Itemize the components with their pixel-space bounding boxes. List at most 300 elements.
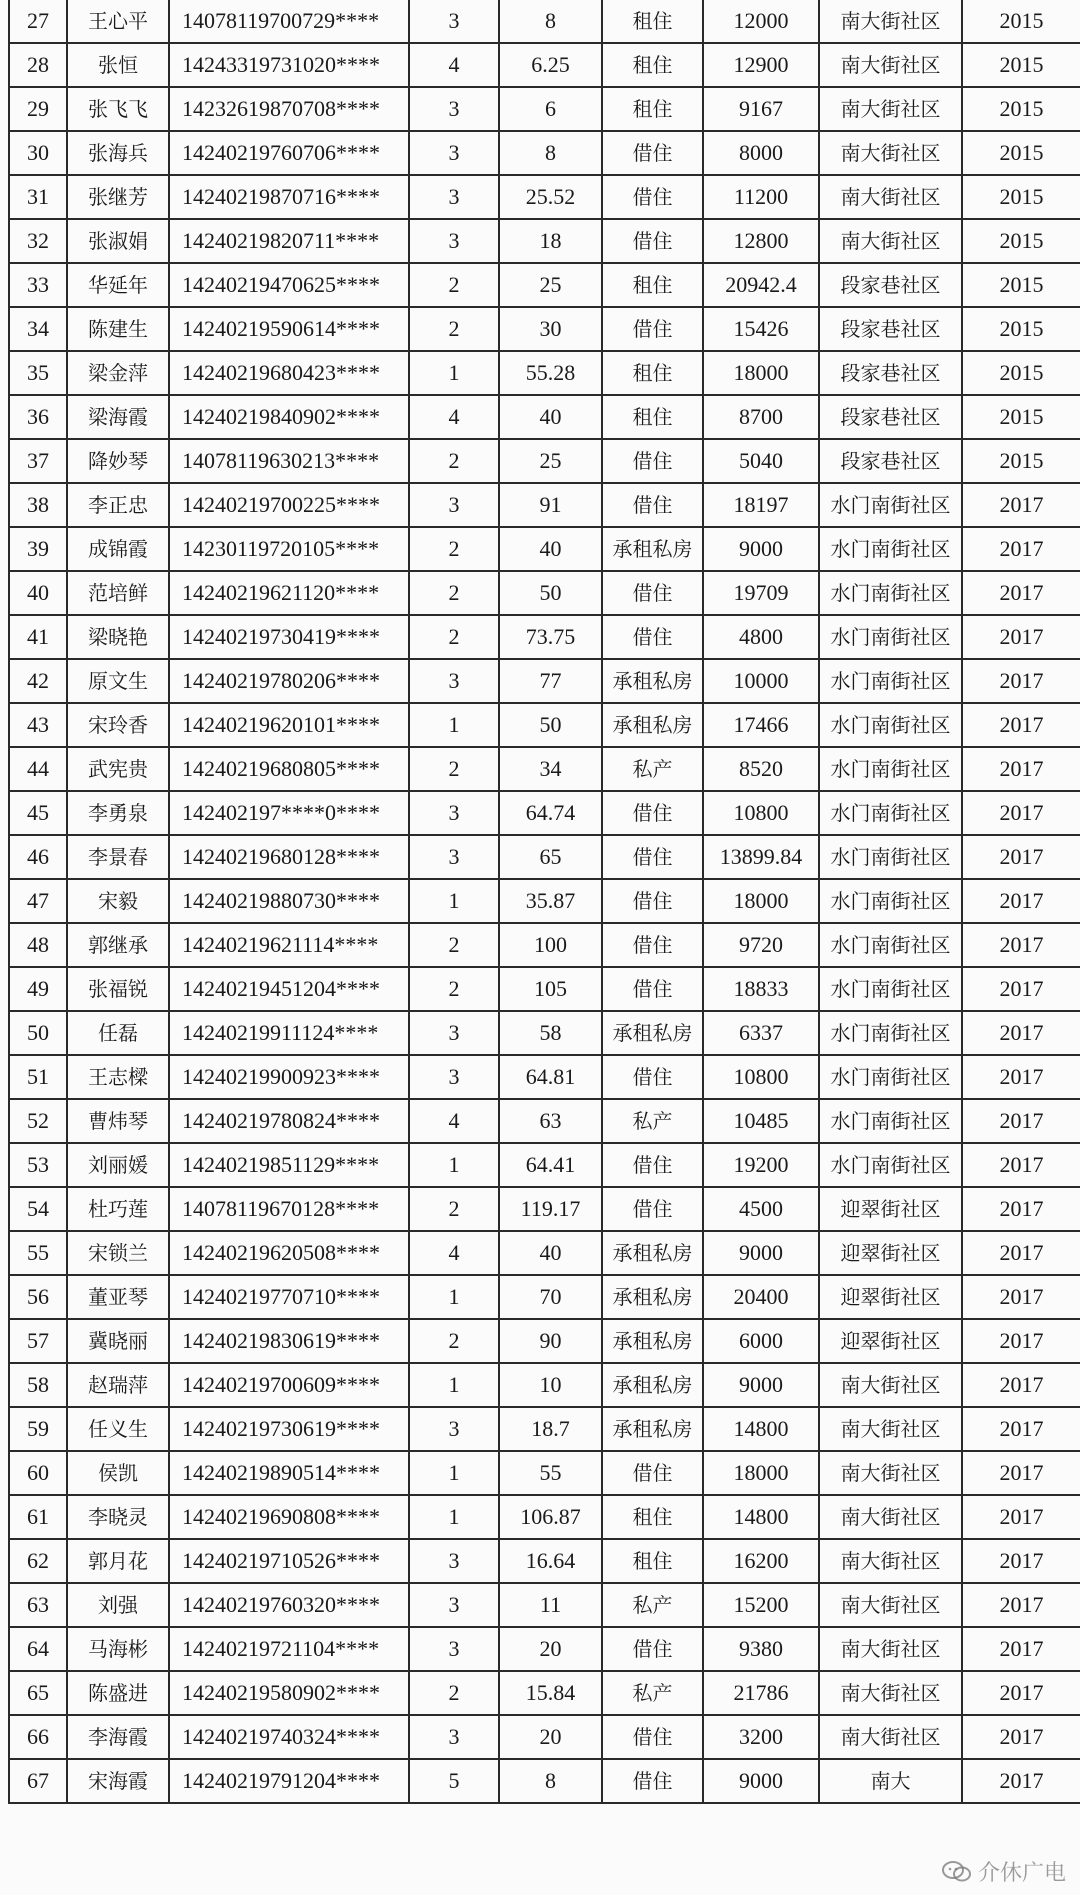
household-size-cell: 3	[409, 791, 499, 835]
housing-type-cell: 承租私房	[602, 1275, 703, 1319]
row-number-cell: 54	[9, 1187, 67, 1231]
housing-type-cell: 私产	[602, 1671, 703, 1715]
name-cell: 华延年	[67, 263, 169, 307]
income-cell: 10485	[703, 1099, 819, 1143]
row-number-cell: 51	[9, 1055, 67, 1099]
row-number-cell: 50	[9, 1011, 67, 1055]
row-number-cell: 47	[9, 879, 67, 923]
community-cell: 南大街社区	[819, 1495, 962, 1539]
income-cell: 10800	[703, 1055, 819, 1099]
community-cell: 南大街社区	[819, 87, 962, 131]
area-cell: 119.17	[499, 1187, 602, 1231]
area-cell: 64.74	[499, 791, 602, 835]
income-cell: 10800	[703, 791, 819, 835]
id-number-cell: 14240219680423****	[169, 351, 409, 395]
income-cell: 9000	[703, 1759, 819, 1803]
table-body	[9, 0, 1080, 1803]
row-number-cell: 67	[9, 1759, 67, 1803]
housing-type-cell: 承租私房	[602, 1231, 703, 1275]
community-cell: 水门南街社区	[819, 967, 962, 1011]
housing-type-cell: 租住	[602, 1495, 703, 1539]
area-cell: 34	[499, 747, 602, 791]
income-cell: 18833	[703, 967, 819, 1011]
year-cell: 2017	[962, 1055, 1080, 1099]
name-cell: 李景春	[67, 835, 169, 879]
name-cell: 王心平	[67, 0, 169, 43]
year-cell: 2017	[962, 1495, 1080, 1539]
income-cell: 9720	[703, 923, 819, 967]
community-cell: 南大街社区	[819, 131, 962, 175]
year-cell: 2017	[962, 967, 1080, 1011]
income-cell: 20942.4	[703, 263, 819, 307]
area-cell: 73.75	[499, 615, 602, 659]
income-cell: 6337	[703, 1011, 819, 1055]
community-cell: 段家巷社区	[819, 351, 962, 395]
table-row	[9, 131, 1080, 175]
year-cell: 2017	[962, 1407, 1080, 1451]
income-cell: 13899.84	[703, 835, 819, 879]
household-size-cell: 2	[409, 439, 499, 483]
row-number-cell: 32	[9, 219, 67, 263]
year-cell: 2017	[962, 747, 1080, 791]
table-row	[9, 1759, 1080, 1803]
household-size-cell: 3	[409, 659, 499, 703]
table-row	[9, 87, 1080, 131]
housing-type-cell: 承租私房	[602, 703, 703, 747]
housing-type-cell: 承租私房	[602, 1363, 703, 1407]
housing-type-cell: 借住	[602, 835, 703, 879]
area-cell: 40	[499, 527, 602, 571]
housing-type-cell: 借住	[602, 1055, 703, 1099]
table-row	[9, 835, 1080, 879]
row-number-cell: 48	[9, 923, 67, 967]
row-number-cell: 36	[9, 395, 67, 439]
table-row	[9, 307, 1080, 351]
area-cell: 100	[499, 923, 602, 967]
table-row	[9, 1319, 1080, 1363]
table-row	[9, 1583, 1080, 1627]
household-size-cell: 1	[409, 1143, 499, 1187]
name-cell: 张海兵	[67, 131, 169, 175]
area-cell: 106.87	[499, 1495, 602, 1539]
id-number-cell: 14078119670128****	[169, 1187, 409, 1231]
community-cell: 段家巷社区	[819, 439, 962, 483]
name-cell: 张飞飞	[67, 87, 169, 131]
household-size-cell: 1	[409, 351, 499, 395]
household-size-cell: 3	[409, 0, 499, 43]
household-size-cell: 4	[409, 1099, 499, 1143]
area-cell: 55.28	[499, 351, 602, 395]
income-cell: 4500	[703, 1187, 819, 1231]
year-cell: 2015	[962, 439, 1080, 483]
household-size-cell: 3	[409, 483, 499, 527]
household-size-cell: 4	[409, 1231, 499, 1275]
table-row	[9, 659, 1080, 703]
year-cell: 2017	[962, 1319, 1080, 1363]
id-number-cell: 14240219621114****	[169, 923, 409, 967]
housing-type-cell: 承租私房	[602, 1319, 703, 1363]
area-cell: 8	[499, 0, 602, 43]
name-cell: 宋玲香	[67, 703, 169, 747]
housing-type-cell: 借住	[602, 1143, 703, 1187]
community-cell: 南大街社区	[819, 43, 962, 87]
housing-type-cell: 承租私房	[602, 1011, 703, 1055]
name-cell: 陈建生	[67, 307, 169, 351]
income-cell: 4800	[703, 615, 819, 659]
community-cell: 水门南街社区	[819, 1011, 962, 1055]
name-cell: 范培鲜	[67, 571, 169, 615]
income-cell: 15200	[703, 1583, 819, 1627]
household-size-cell: 2	[409, 1671, 499, 1715]
table-row	[9, 1495, 1080, 1539]
table-row	[9, 395, 1080, 439]
id-number-cell: 14240219620101****	[169, 703, 409, 747]
community-cell: 南大街社区	[819, 1451, 962, 1495]
year-cell: 2017	[962, 615, 1080, 659]
id-number-cell: 14240219900923****	[169, 1055, 409, 1099]
housing-type-cell: 借住	[602, 967, 703, 1011]
name-cell: 郭月花	[67, 1539, 169, 1583]
wechat-icon	[942, 1860, 972, 1884]
id-number-cell: 142402197****0****	[169, 791, 409, 835]
id-number-cell: 14240219680128****	[169, 835, 409, 879]
year-cell: 2017	[962, 1275, 1080, 1319]
year-cell: 2017	[962, 835, 1080, 879]
table-row	[9, 923, 1080, 967]
year-cell: 2017	[962, 1583, 1080, 1627]
id-number-cell: 14240219730619****	[169, 1407, 409, 1451]
year-cell: 2015	[962, 263, 1080, 307]
community-cell: 水门南街社区	[819, 747, 962, 791]
row-number-cell: 61	[9, 1495, 67, 1539]
table-row	[9, 1055, 1080, 1099]
community-cell: 水门南街社区	[819, 527, 962, 571]
area-cell: 25	[499, 439, 602, 483]
id-number-cell: 14240219621120****	[169, 571, 409, 615]
income-cell: 17466	[703, 703, 819, 747]
household-size-cell: 2	[409, 923, 499, 967]
row-number-cell: 37	[9, 439, 67, 483]
household-size-cell: 3	[409, 1539, 499, 1583]
household-size-cell: 3	[409, 1011, 499, 1055]
name-cell: 张继芳	[67, 175, 169, 219]
table-row	[9, 1671, 1080, 1715]
housing-type-cell: 承租私房	[602, 659, 703, 703]
name-cell: 董亚琴	[67, 1275, 169, 1319]
household-size-cell: 3	[409, 131, 499, 175]
household-size-cell: 4	[409, 395, 499, 439]
id-number-cell: 14240219451204****	[169, 967, 409, 1011]
household-size-cell: 2	[409, 527, 499, 571]
table-row	[9, 1187, 1080, 1231]
housing-type-cell: 租住	[602, 43, 703, 87]
table-row	[9, 791, 1080, 835]
id-number-cell: 14240219791204****	[169, 1759, 409, 1803]
name-cell: 梁海霞	[67, 395, 169, 439]
year-cell: 2017	[962, 483, 1080, 527]
area-cell: 91	[499, 483, 602, 527]
community-cell: 水门南街社区	[819, 1099, 962, 1143]
year-cell: 2017	[962, 879, 1080, 923]
id-number-cell: 14240219780824****	[169, 1099, 409, 1143]
row-number-cell: 38	[9, 483, 67, 527]
id-number-cell: 14240219770710****	[169, 1275, 409, 1319]
table-row	[9, 615, 1080, 659]
name-cell: 张淑娟	[67, 219, 169, 263]
household-size-cell: 3	[409, 1715, 499, 1759]
row-number-cell: 39	[9, 527, 67, 571]
name-cell: 王志樑	[67, 1055, 169, 1099]
table-row	[9, 1539, 1080, 1583]
row-number-cell: 30	[9, 131, 67, 175]
year-cell: 2017	[962, 1099, 1080, 1143]
area-cell: 90	[499, 1319, 602, 1363]
income-cell: 6000	[703, 1319, 819, 1363]
household-size-cell: 3	[409, 87, 499, 131]
id-number-cell: 14240219620508****	[169, 1231, 409, 1275]
income-cell: 9000	[703, 1231, 819, 1275]
housing-type-cell: 借住	[602, 1627, 703, 1671]
area-cell: 25.52	[499, 175, 602, 219]
row-number-cell: 41	[9, 615, 67, 659]
id-number-cell: 14232619870708****	[169, 87, 409, 131]
name-cell: 张福锐	[67, 967, 169, 1011]
income-cell: 21786	[703, 1671, 819, 1715]
name-cell: 李海霞	[67, 1715, 169, 1759]
row-number-cell: 27	[9, 0, 67, 43]
area-cell: 35.87	[499, 879, 602, 923]
table-row	[9, 571, 1080, 615]
housing-type-cell: 借住	[602, 131, 703, 175]
row-number-cell: 44	[9, 747, 67, 791]
community-cell: 水门南街社区	[819, 483, 962, 527]
community-cell: 水门南街社区	[819, 923, 962, 967]
year-cell: 2015	[962, 131, 1080, 175]
row-number-cell: 29	[9, 87, 67, 131]
id-number-cell: 14240219740324****	[169, 1715, 409, 1759]
name-cell: 梁金萍	[67, 351, 169, 395]
table-row	[9, 1407, 1080, 1451]
housing-type-cell: 私产	[602, 747, 703, 791]
household-size-cell: 3	[409, 219, 499, 263]
housing-type-cell: 借住	[602, 307, 703, 351]
income-cell: 20400	[703, 1275, 819, 1319]
household-size-cell: 4	[409, 43, 499, 87]
name-cell: 刘强	[67, 1583, 169, 1627]
row-number-cell: 55	[9, 1231, 67, 1275]
household-size-cell: 1	[409, 1275, 499, 1319]
id-number-cell: 14240219580902****	[169, 1671, 409, 1715]
name-cell: 李勇泉	[67, 791, 169, 835]
household-size-cell: 2	[409, 615, 499, 659]
area-cell: 20	[499, 1627, 602, 1671]
row-number-cell: 40	[9, 571, 67, 615]
community-cell: 迎翠街社区	[819, 1231, 962, 1275]
housing-type-cell: 借住	[602, 175, 703, 219]
row-number-cell: 56	[9, 1275, 67, 1319]
housing-type-cell: 借住	[602, 923, 703, 967]
income-cell: 18000	[703, 351, 819, 395]
table-row	[9, 1451, 1080, 1495]
income-cell: 16200	[703, 1539, 819, 1583]
area-cell: 63	[499, 1099, 602, 1143]
area-cell: 64.41	[499, 1143, 602, 1187]
income-cell: 18000	[703, 1451, 819, 1495]
community-cell: 南大街社区	[819, 1671, 962, 1715]
community-cell: 水门南街社区	[819, 615, 962, 659]
income-cell: 10000	[703, 659, 819, 703]
row-number-cell: 65	[9, 1671, 67, 1715]
housing-type-cell: 借住	[602, 791, 703, 835]
table-row	[9, 1715, 1080, 1759]
housing-type-cell: 借住	[602, 439, 703, 483]
community-cell: 南大街社区	[819, 1363, 962, 1407]
year-cell: 2017	[962, 1363, 1080, 1407]
community-cell: 迎翠街社区	[819, 1187, 962, 1231]
housing-type-cell: 租住	[602, 0, 703, 43]
area-cell: 65	[499, 835, 602, 879]
row-number-cell: 58	[9, 1363, 67, 1407]
table-row	[9, 219, 1080, 263]
table-row	[9, 527, 1080, 571]
housing-type-cell: 承租私房	[602, 527, 703, 571]
id-number-cell: 14240219760320****	[169, 1583, 409, 1627]
year-cell: 2015	[962, 219, 1080, 263]
community-cell: 南大街社区	[819, 1539, 962, 1583]
community-cell: 南大	[819, 1759, 962, 1803]
area-cell: 20	[499, 1715, 602, 1759]
housing-type-cell: 私产	[602, 1583, 703, 1627]
name-cell: 原文生	[67, 659, 169, 703]
row-number-cell: 66	[9, 1715, 67, 1759]
year-cell: 2015	[962, 175, 1080, 219]
id-number-cell: 14240219820711****	[169, 219, 409, 263]
table-row	[9, 483, 1080, 527]
housing-type-cell: 借住	[602, 1715, 703, 1759]
table-row	[9, 747, 1080, 791]
name-cell: 任义生	[67, 1407, 169, 1451]
income-cell: 9000	[703, 1363, 819, 1407]
community-cell: 南大街社区	[819, 175, 962, 219]
id-number-cell: 14240219690808****	[169, 1495, 409, 1539]
income-cell: 5040	[703, 439, 819, 483]
name-cell: 马海彬	[67, 1627, 169, 1671]
community-cell: 水门南街社区	[819, 791, 962, 835]
income-cell: 8700	[703, 395, 819, 439]
community-cell: 水门南街社区	[819, 571, 962, 615]
area-cell: 50	[499, 571, 602, 615]
id-number-cell: 14078119700729****	[169, 0, 409, 43]
name-cell: 降妙琴	[67, 439, 169, 483]
area-cell: 15.84	[499, 1671, 602, 1715]
income-cell: 12800	[703, 219, 819, 263]
table-row	[9, 879, 1080, 923]
row-number-cell: 53	[9, 1143, 67, 1187]
table-row	[9, 175, 1080, 219]
income-cell: 18197	[703, 483, 819, 527]
community-cell: 南大街社区	[819, 1583, 962, 1627]
year-cell: 2017	[962, 1627, 1080, 1671]
year-cell: 2015	[962, 307, 1080, 351]
housing-type-cell: 租住	[602, 263, 703, 307]
area-cell: 64.81	[499, 1055, 602, 1099]
id-number-cell: 14240219721104****	[169, 1627, 409, 1671]
income-cell: 19709	[703, 571, 819, 615]
name-cell: 梁晓艳	[67, 615, 169, 659]
row-number-cell: 60	[9, 1451, 67, 1495]
id-number-cell: 14240219470625****	[169, 263, 409, 307]
housing-roster-table	[8, 0, 1080, 1804]
row-number-cell: 64	[9, 1627, 67, 1671]
income-cell: 14800	[703, 1495, 819, 1539]
table-row	[9, 263, 1080, 307]
row-number-cell: 57	[9, 1319, 67, 1363]
id-number-cell: 14240219680805****	[169, 747, 409, 791]
year-cell: 2017	[962, 1143, 1080, 1187]
year-cell: 2017	[962, 703, 1080, 747]
community-cell: 段家巷社区	[819, 395, 962, 439]
income-cell: 19200	[703, 1143, 819, 1187]
id-number-cell: 14240219870716****	[169, 175, 409, 219]
area-cell: 18	[499, 219, 602, 263]
year-cell: 2017	[962, 1539, 1080, 1583]
area-cell: 6	[499, 87, 602, 131]
id-number-cell: 14240219880730****	[169, 879, 409, 923]
area-cell: 16.64	[499, 1539, 602, 1583]
row-number-cell: 33	[9, 263, 67, 307]
id-number-cell: 14240219700609****	[169, 1363, 409, 1407]
community-cell: 段家巷社区	[819, 263, 962, 307]
household-size-cell: 2	[409, 307, 499, 351]
area-cell: 8	[499, 131, 602, 175]
household-size-cell: 1	[409, 879, 499, 923]
id-number-cell: 14240219730419****	[169, 615, 409, 659]
household-size-cell: 2	[409, 1187, 499, 1231]
year-cell: 2017	[962, 527, 1080, 571]
name-cell: 刘丽媛	[67, 1143, 169, 1187]
area-cell: 25	[499, 263, 602, 307]
id-number-cell: 14240219780206****	[169, 659, 409, 703]
row-number-cell: 35	[9, 351, 67, 395]
row-number-cell: 31	[9, 175, 67, 219]
id-number-cell: 14240219760706****	[169, 131, 409, 175]
household-size-cell: 2	[409, 747, 499, 791]
area-cell: 8	[499, 1759, 602, 1803]
year-cell: 2017	[962, 1759, 1080, 1803]
community-cell: 水门南街社区	[819, 1143, 962, 1187]
id-number-cell: 14240219911124****	[169, 1011, 409, 1055]
row-number-cell: 42	[9, 659, 67, 703]
household-size-cell: 3	[409, 1407, 499, 1451]
area-cell: 40	[499, 1231, 602, 1275]
income-cell: 18000	[703, 879, 819, 923]
household-size-cell: 2	[409, 1319, 499, 1363]
income-cell: 12900	[703, 43, 819, 87]
table-row	[9, 1275, 1080, 1319]
table-row	[9, 43, 1080, 87]
household-size-cell: 1	[409, 703, 499, 747]
year-cell: 2017	[962, 1231, 1080, 1275]
income-cell: 15426	[703, 307, 819, 351]
income-cell: 9380	[703, 1627, 819, 1671]
community-cell: 水门南街社区	[819, 703, 962, 747]
row-number-cell: 45	[9, 791, 67, 835]
housing-type-cell: 借住	[602, 1451, 703, 1495]
income-cell: 8000	[703, 131, 819, 175]
household-size-cell: 1	[409, 1451, 499, 1495]
area-cell: 30	[499, 307, 602, 351]
area-cell: 70	[499, 1275, 602, 1319]
